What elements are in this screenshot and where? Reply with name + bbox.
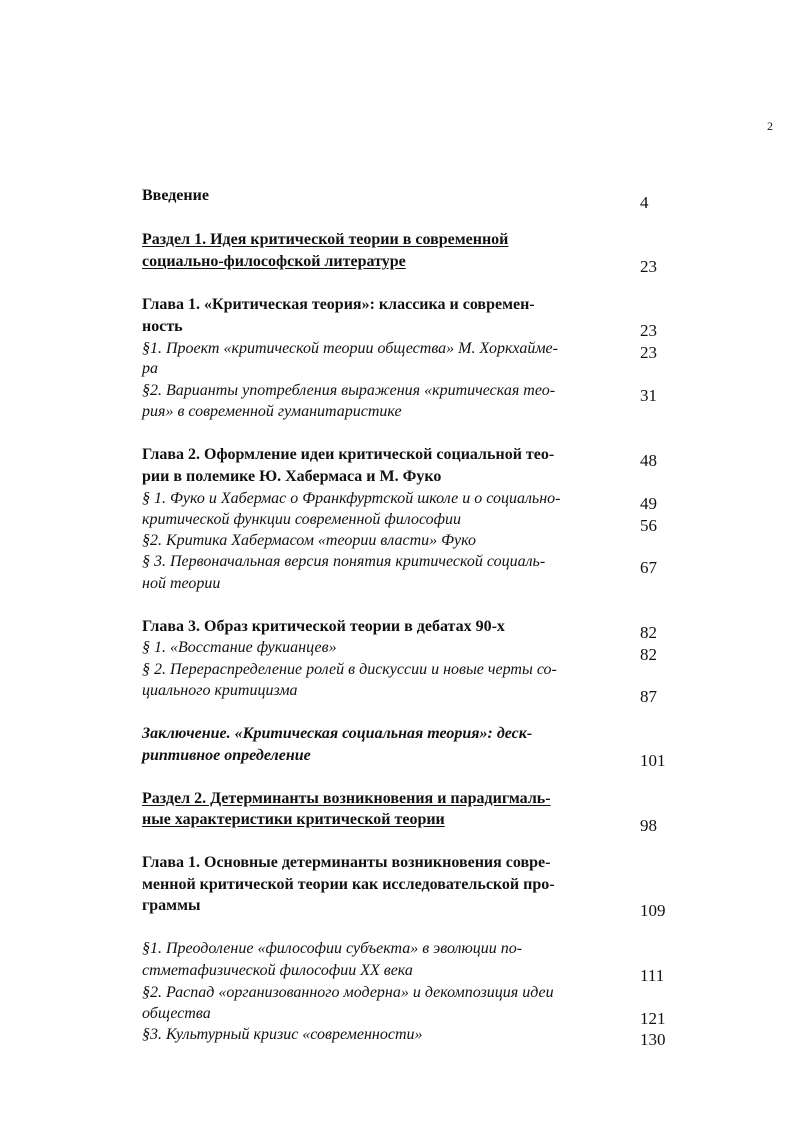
toc-ch1-p1-page: 23: [640, 343, 657, 362]
toc-s2ch1-page: 109: [640, 901, 666, 920]
toc-intro-title: Введение: [142, 187, 209, 204]
toc-s2ch1-p1-line2: стметафизической философии XX века: [142, 962, 413, 979]
page-number: 2: [767, 119, 773, 133]
toc-s2ch1-p1-page: 111: [640, 966, 665, 985]
toc-ch1-p1-line1: §1. Проект «критической теории общества» М. Хоркхайме-: [142, 340, 558, 357]
toc-ch2-title-line2: рии в полемике Ю. Хабермаса и М. Фуко: [142, 468, 442, 485]
toc-ch3-p1-line1: § 1. «Восстание фукианцев»: [142, 639, 337, 656]
toc-conclusion-title-line2: риптивное определение: [142, 747, 311, 764]
toc-ch3-p2-line1: § 2. Перераспределение ролей в дискуссии и новые черты со-: [142, 661, 557, 678]
toc-s2ch1-p3-line1: §3. Культурный кризис «современности»: [142, 1026, 423, 1043]
toc-s2ch1-p2-page: 121: [640, 1009, 666, 1028]
toc-section2-page: 98: [640, 816, 657, 835]
toc-ch1-p2-line1: §2. Варианты употребления выражения «критическая тео-: [142, 382, 556, 399]
toc-ch1-p2-page: 31: [640, 386, 657, 405]
toc-section1-title-line1: Раздел 1. Идея критической теории в современной: [142, 231, 509, 248]
toc-conclusion-page: 101: [640, 751, 666, 770]
toc-ch2-p1-line1: § 1. Фуко и Хабермас о Франкфуртской школе и о социально-: [142, 490, 561, 507]
toc-section2-title-line1: Раздел 2. Детерминанты возникновения и парадигмаль-: [142, 790, 551, 807]
toc-ch3-p2-line2: циального критицизма: [142, 682, 298, 699]
toc-ch2-p3-line1: § 3. Первоначальная версия понятия критической социаль-: [142, 553, 546, 570]
toc-ch1-p1-line2: ра: [142, 360, 158, 377]
toc-ch3-page: 82: [640, 623, 657, 642]
toc-ch3-title-line1: Глава 3. Образ критической теории в дебатах 90-х: [142, 618, 505, 635]
toc-s2ch1-title-line1: Глава 1. Основные детерминанты возникновения совре-: [142, 854, 551, 871]
toc-ch2-p3-page: 67: [640, 558, 657, 577]
toc-ch1-title-line1: Глава 1. «Критическая теория»: классика и современ-: [142, 296, 535, 313]
toc-s2ch1-p3-page: 130: [640, 1030, 666, 1049]
toc-ch2-p1-line2: критической функции современной философии: [142, 511, 462, 528]
toc-intro-page: 4: [640, 193, 649, 212]
toc-ch1-page: 23: [640, 321, 657, 340]
toc-conclusion-title-line1: Заключение. «Критическая социальная теория»: деск-: [142, 725, 533, 742]
toc-ch2-p2-line1: §2. Критика Хабермасом «теории власти» Фуко: [142, 532, 476, 549]
toc-ch2-p2-page: 56: [640, 516, 657, 535]
toc-ch2-page: 48: [640, 451, 657, 470]
toc-s2ch1-title-line3: граммы: [142, 897, 201, 914]
toc-s2ch1-p1-line1: §1. Преодоление «философии субъекта» в эволюции по-: [142, 940, 523, 957]
toc-ch2-title-line1: Глава 2. Оформление идеи критической социальной тео-: [142, 446, 555, 463]
toc-section2-title-line2: ные характеристики критической теории: [142, 811, 445, 828]
toc-ch1-title-line2: ность: [142, 318, 183, 335]
toc-section1-title-line2: социально-философской литературе: [142, 253, 406, 270]
toc-s2ch1-p2-line1: §2. Распад «организованного модерна» и декомпозиция идеи: [142, 984, 554, 1001]
toc-ch3-p2-page: 87: [640, 687, 657, 706]
toc-ch3-p1-page: 82: [640, 645, 657, 664]
toc-s2ch1-title-line2: менной критической теории как исследовательской про-: [142, 876, 555, 893]
toc-ch2-p1-page: 49: [640, 494, 657, 513]
toc-ch2-p3-line2: ной теории: [142, 575, 221, 592]
toc-ch1-p2-line2: рия» в современной гуманитаристике: [142, 403, 402, 420]
toc-section1-page: 23: [640, 257, 657, 276]
toc-s2ch1-p2-line2: общества: [142, 1005, 211, 1022]
